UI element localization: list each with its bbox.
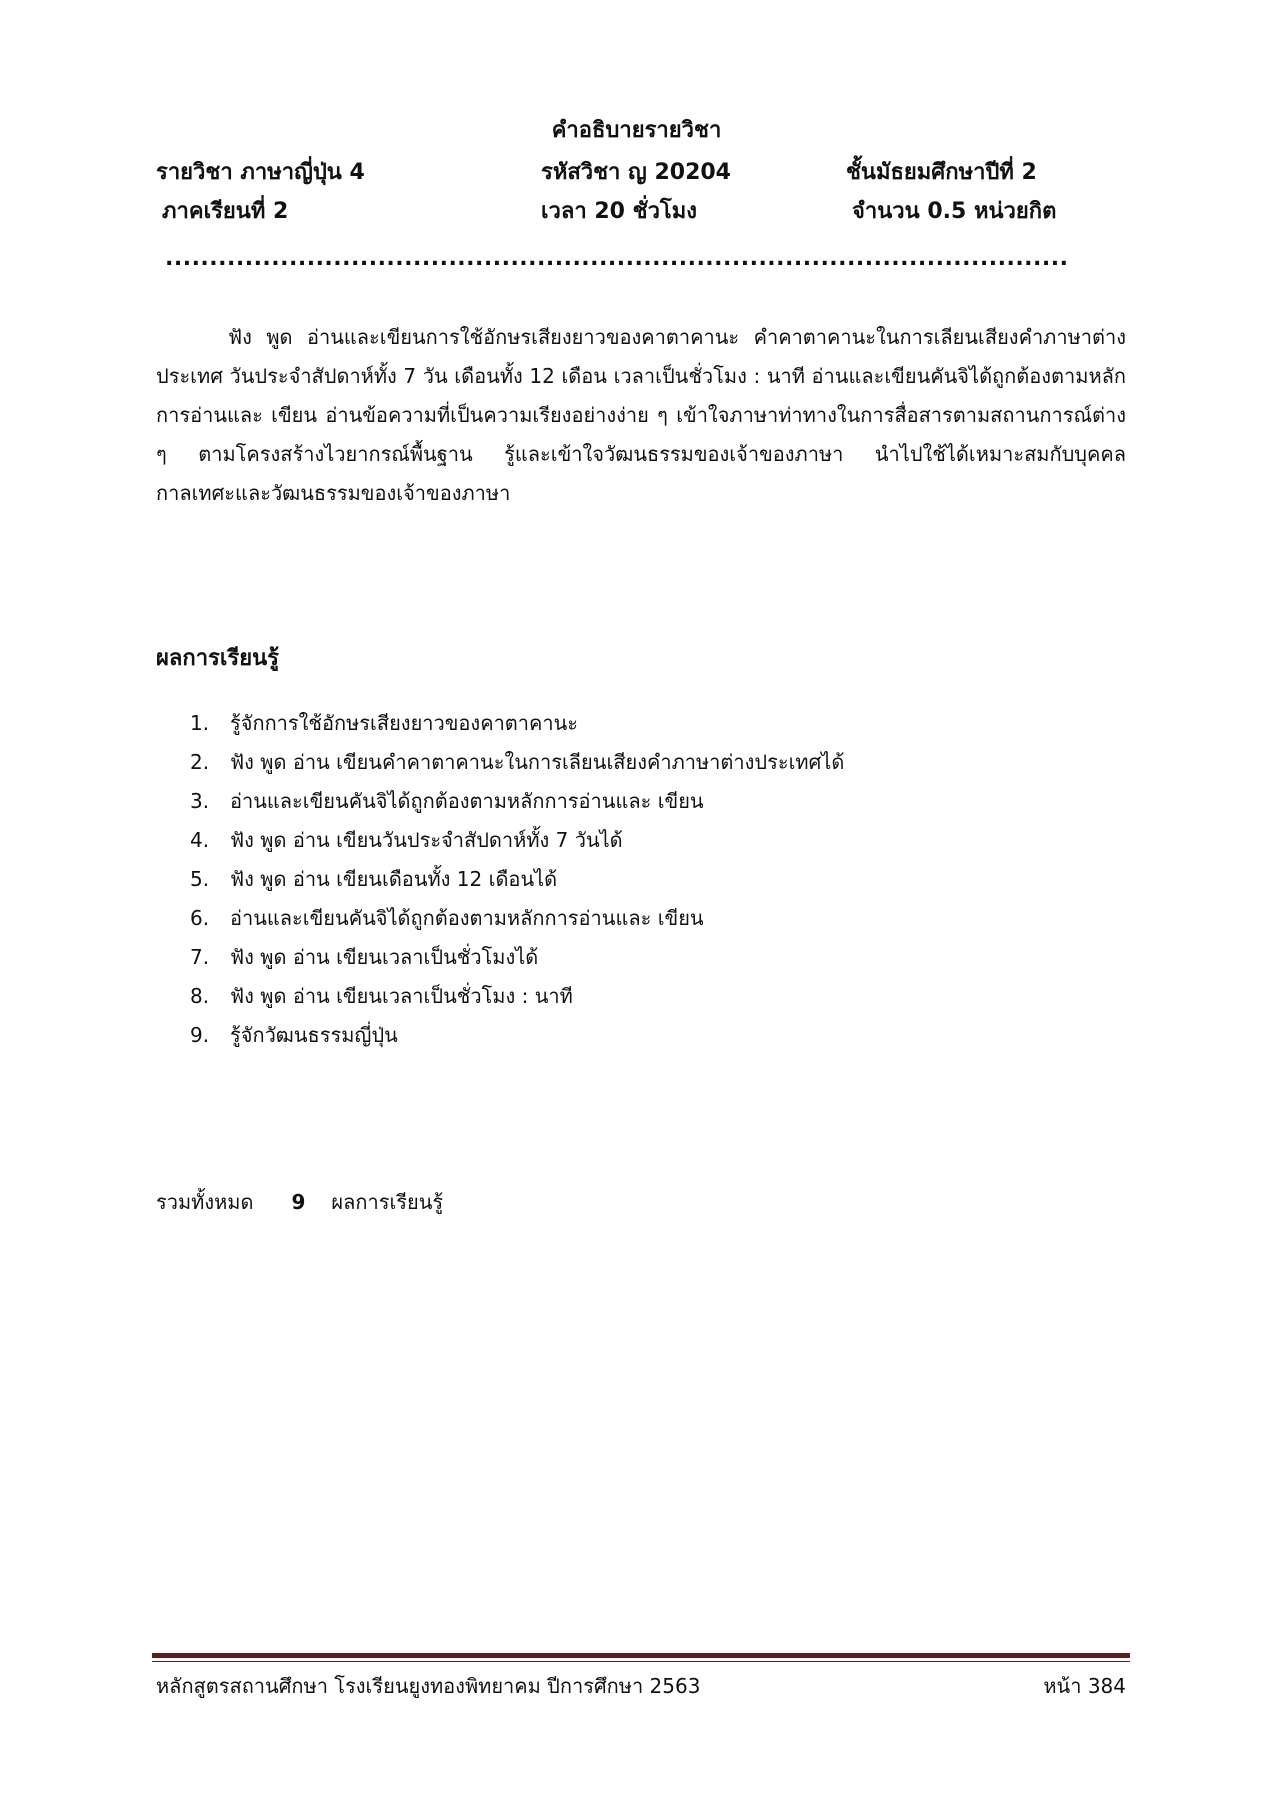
item-number: 6. [190, 906, 210, 930]
item-text: รู้จักการใช้อักษรเสียงยาวของคาตาคานะ [230, 711, 579, 735]
outcomes-heading: ผลการเรียนรู้ [156, 646, 279, 671]
course-description [156, 318, 1126, 513]
item-number: 9. [190, 1023, 210, 1047]
subject-name: รายวิชา ภาษาญี่ปุ่น 4 [156, 160, 365, 185]
footer-rule-thin [152, 1661, 1130, 1662]
outcomes-list [190, 704, 844, 1055]
item-text: ฟัง พูด อ่าน เขียนเวลาเป็นชั่วโมงได้ [230, 945, 539, 969]
page-number: หน้า 384 [1043, 1674, 1126, 1698]
footer-curriculum: หลักสูตรสถานศึกษา โรงเรียนยูงทองพิทยาคม ปีการศึกษา 2563 [156, 1674, 701, 1698]
credits: จำนวน 0.5 หน่วยกิต [852, 199, 1057, 224]
item-text: ฟัง พูด อ่าน เขียนเดือนทั้ง 12 เดือนได้ [230, 867, 558, 891]
item-text: รู้จักวัฒนธรรมญี่ปุ่น [230, 1023, 398, 1047]
total-label: รวมทั้งหมด [156, 1190, 254, 1214]
description-paragraph: ฟัง พูด อ่านและเขียนการใช้อักษรเสียงยาวของคาตาคานะ คำคาตาคานะในการเลียนเสียงคำภาษาต่างประเทศ วันประจำสัปดาห์ทั้ง 7 วัน เดือนทั้ง 12 เดือน เวลาเป็นชั่วโมง : นาที อ่านและเขียนคันจิได้ถูกต้องตามหลักการอ่านและ เขียน อ่านข้อความที่เป็นความเรียงอย่างง่าย ๆ เข้าใจภาษาท่าทางในการสื่อสารตามสถานการณ์ต่าง ๆ ตามโครงสร้างไวยากรณ์พื้นฐาน รู้และเข้าใจวัฒนธรรมของเจ้าของภาษา นำไปใช้ได้เหมาะสมกับบุคคล กาลเทศะและวัฒนธรรมของเจ้าของภาษา [156, 325, 1126, 505]
semester: ภาคเรียนที่ 2 [162, 199, 289, 224]
item-number: 1. [190, 711, 210, 735]
list-item [190, 1016, 844, 1055]
item-number: 2. [190, 750, 210, 774]
list-item [190, 938, 844, 977]
list-item [190, 899, 844, 938]
list-item [190, 860, 844, 899]
item-text: อ่านและเขียนคันจิได้ถูกต้องตามหลักการอ่านและ เขียน [230, 906, 704, 930]
item-number: 8. [190, 984, 210, 1008]
item-text: ฟัง พูด อ่าน เขียนวันประจำสัปดาห์ทั้ง 7 วันได้ [230, 828, 623, 852]
grade-level: ชั้นมัธยมศึกษาปีที่ 2 [846, 160, 1037, 185]
item-text: ฟัง พูด อ่าน เขียนเวลาเป็นชั่วโมง : นาที [230, 984, 573, 1008]
document-title: คำอธิบายรายวิชา [551, 118, 722, 143]
total-unit: ผลการเรียนรู้ [331, 1190, 444, 1214]
item-number: 3. [190, 789, 210, 813]
footer-rule-thick [152, 1653, 1130, 1658]
item-number: 5. [190, 867, 210, 891]
item-text: อ่านและเขียนคันจิได้ถูกต้องตามหลักการอ่านและ เขียน [230, 789, 704, 813]
dotted-separator: ...................................................................................................... [165, 246, 1069, 271]
item-number: 4. [190, 828, 210, 852]
study-hours: เวลา 20 ชั่วโมง [541, 199, 697, 224]
item-text: ฟัง พูด อ่าน เขียนคำคาตาคานะในการเลียนเสียงคำภาษาต่างประเทศได้ [230, 750, 845, 774]
item-number: 7. [190, 945, 210, 969]
list-item [190, 821, 844, 860]
total-count: 9 [291, 1190, 306, 1214]
list-item [190, 977, 844, 1016]
subject-code: รหัสวิชา ญ 20204 [541, 160, 731, 185]
outcomes-total [156, 1186, 443, 1218]
list-item [190, 704, 844, 743]
list-item [190, 743, 844, 782]
list-item [190, 782, 844, 821]
